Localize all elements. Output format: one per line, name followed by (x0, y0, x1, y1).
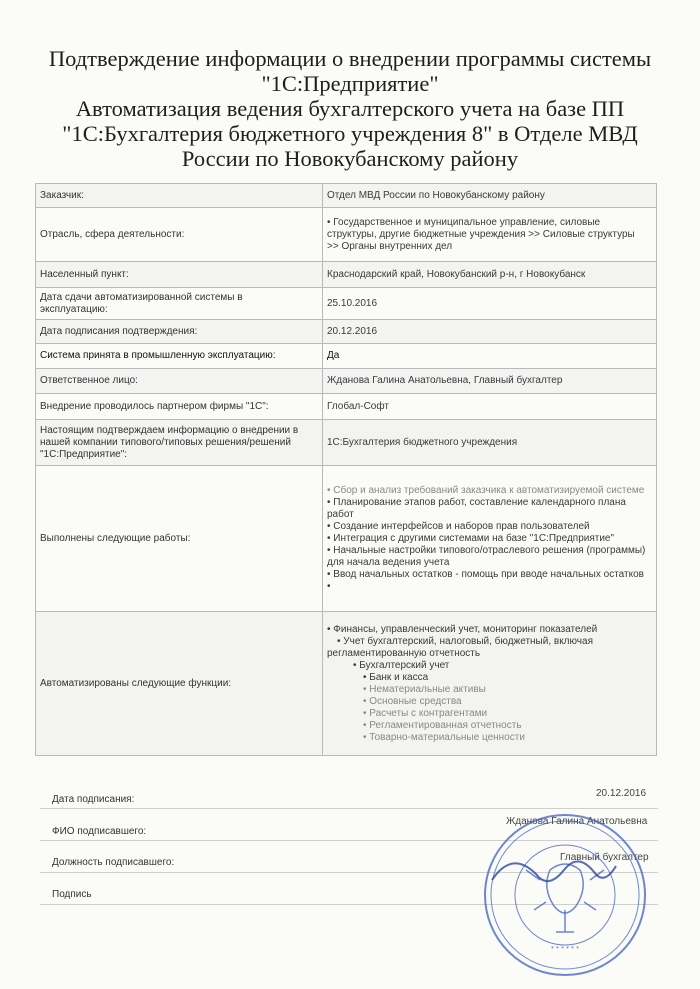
official-stamp-icon (480, 810, 650, 980)
sign-date-value: 20.12.2016 (323, 320, 657, 344)
title-line: Подтверждение информации о внедрении программы системы (48, 46, 652, 71)
list-item: • Регламентированная отчетность (327, 720, 652, 732)
title-line: "1С:Бухгалтерия бюджетного учреждения 8" в Отделе МВД (62, 121, 638, 146)
industry-line: >> Органы внутренних дел (327, 240, 453, 252)
row-industry (36, 208, 657, 262)
list-item: регламентированную отчетность (327, 647, 481, 659)
responsible-value: Жданова Галина Анатольевна, Главный бухгалтер (323, 369, 657, 394)
list-item: • Нематериальные активы (327, 684, 652, 696)
partner-label: Внедрение проводилось партнером фирмы "1С": (36, 394, 323, 420)
customer-value: Отдел МВД России по Новокубанскому району (323, 184, 657, 208)
title-line: Автоматизация ведения бухгалтерского учета на базе ПП (75, 96, 625, 121)
footer-date-label: Дата подписания: (52, 794, 135, 805)
list-item: • Товарно-материальные ценности (327, 732, 652, 744)
partner-value: Глобал-Софт (323, 394, 657, 420)
list-item: • Сбор и анализ требований заказчика к автоматизируемой системе (327, 485, 652, 497)
label-line: Дата сдачи автоматизированной системы в (40, 291, 243, 303)
functions-list (327, 624, 652, 744)
list-item: • Ввод начальных остатков - помощь при вводе начальных остатков (327, 569, 652, 581)
footer-sign-label: Подпись (52, 889, 92, 900)
industry-line: структуры, другие бюджетные учреждения >> Силовые структуры (327, 228, 635, 240)
footer-position-label: Должность подписавшего: (52, 857, 175, 868)
list-item: • Планирование этапов работ, составление календарного плана работ (327, 497, 652, 521)
delivery-date-label (36, 288, 323, 320)
list-item: • Финансы, управленческий учет, мониторинг показателей (327, 624, 652, 636)
industry-value (323, 208, 657, 262)
functions-value (323, 612, 657, 756)
row-responsible (36, 369, 657, 394)
row-delivery-date (36, 288, 657, 320)
list-item: • Основные средства (327, 696, 652, 708)
customer-label: Заказчик: (36, 184, 323, 208)
footer-fio-label: ФИО подписавшего: (52, 826, 147, 837)
list-item: • Создание интерфейсов и наборов прав пользователей (327, 521, 652, 533)
works-value (323, 466, 657, 612)
svg-text:• • • • • •: • • • • • • (551, 943, 579, 952)
divider (40, 808, 658, 809)
footer-position-value: Главный бухгалтер (560, 852, 649, 863)
title-line: "1С:Предприятие" (261, 71, 439, 96)
accepted-label: Система принята в промышленную эксплуатацию: (36, 344, 323, 369)
industry-label: Отрасль, сфера деятельности: (36, 208, 323, 262)
footer-fio-value: Жданова Галина Анатольевна (506, 816, 648, 827)
row-locality (36, 262, 657, 288)
functions-label: Автоматизированы следующие функции: (36, 612, 323, 756)
list-item: • Расчеты с контрагентами (327, 708, 652, 720)
info-table (35, 183, 657, 756)
list-item: • Учет бухгалтерский, налоговый, бюджетный, включая (327, 636, 652, 648)
row-works (36, 466, 657, 612)
industry-line: • Государственное и муниципальное управление, силовые (327, 216, 601, 228)
row-partner (36, 394, 657, 420)
title-line: России по Новокубанскому району (181, 146, 519, 171)
locality-value: Краснодарский край, Новокубанский р-н, г Новокубанск (323, 262, 657, 288)
list-item (327, 581, 652, 593)
row-sign-date (36, 320, 657, 344)
signature-stroke (492, 861, 616, 881)
label-line: эксплуатацию: (40, 303, 108, 315)
delivery-date-value: 25.10.2016 (323, 288, 657, 320)
locality-label: Населенный пункт: (36, 262, 323, 288)
label-line: "1С:Предприятие": (40, 448, 128, 460)
list-item: • Банк и касса (327, 672, 652, 684)
works-list (327, 485, 652, 593)
row-customer (36, 184, 657, 208)
row-confirm (36, 420, 657, 466)
label-line: Настоящим подтверждаем информацию о внедрении в (40, 424, 299, 436)
works-label: Выполнены следующие работы: (36, 466, 323, 612)
row-functions (36, 612, 657, 756)
row-accepted (36, 344, 657, 369)
sign-date-label: Дата подписания подтверждения: (36, 320, 323, 344)
footer-date-value: 20.12.2016 (596, 788, 647, 799)
list-item: • Бухгалтерский учет (327, 660, 652, 672)
document-title (20, 46, 680, 171)
list-item: • Начальные настройки типового/отраслевого решения (программы) для начала ведения учета (327, 545, 652, 569)
accepted-value: Да (323, 344, 657, 369)
responsible-label: Ответственное лицо: (36, 369, 323, 394)
confirm-label (36, 420, 323, 466)
confirm-value: 1С:Бухгалтерия бюджетного учреждения (323, 420, 657, 466)
list-item: • Интеграция с другими системами на базе "1С:Предприятие" (327, 533, 652, 545)
label-line: нашей компании типового/типовых решения/решений (40, 436, 291, 448)
